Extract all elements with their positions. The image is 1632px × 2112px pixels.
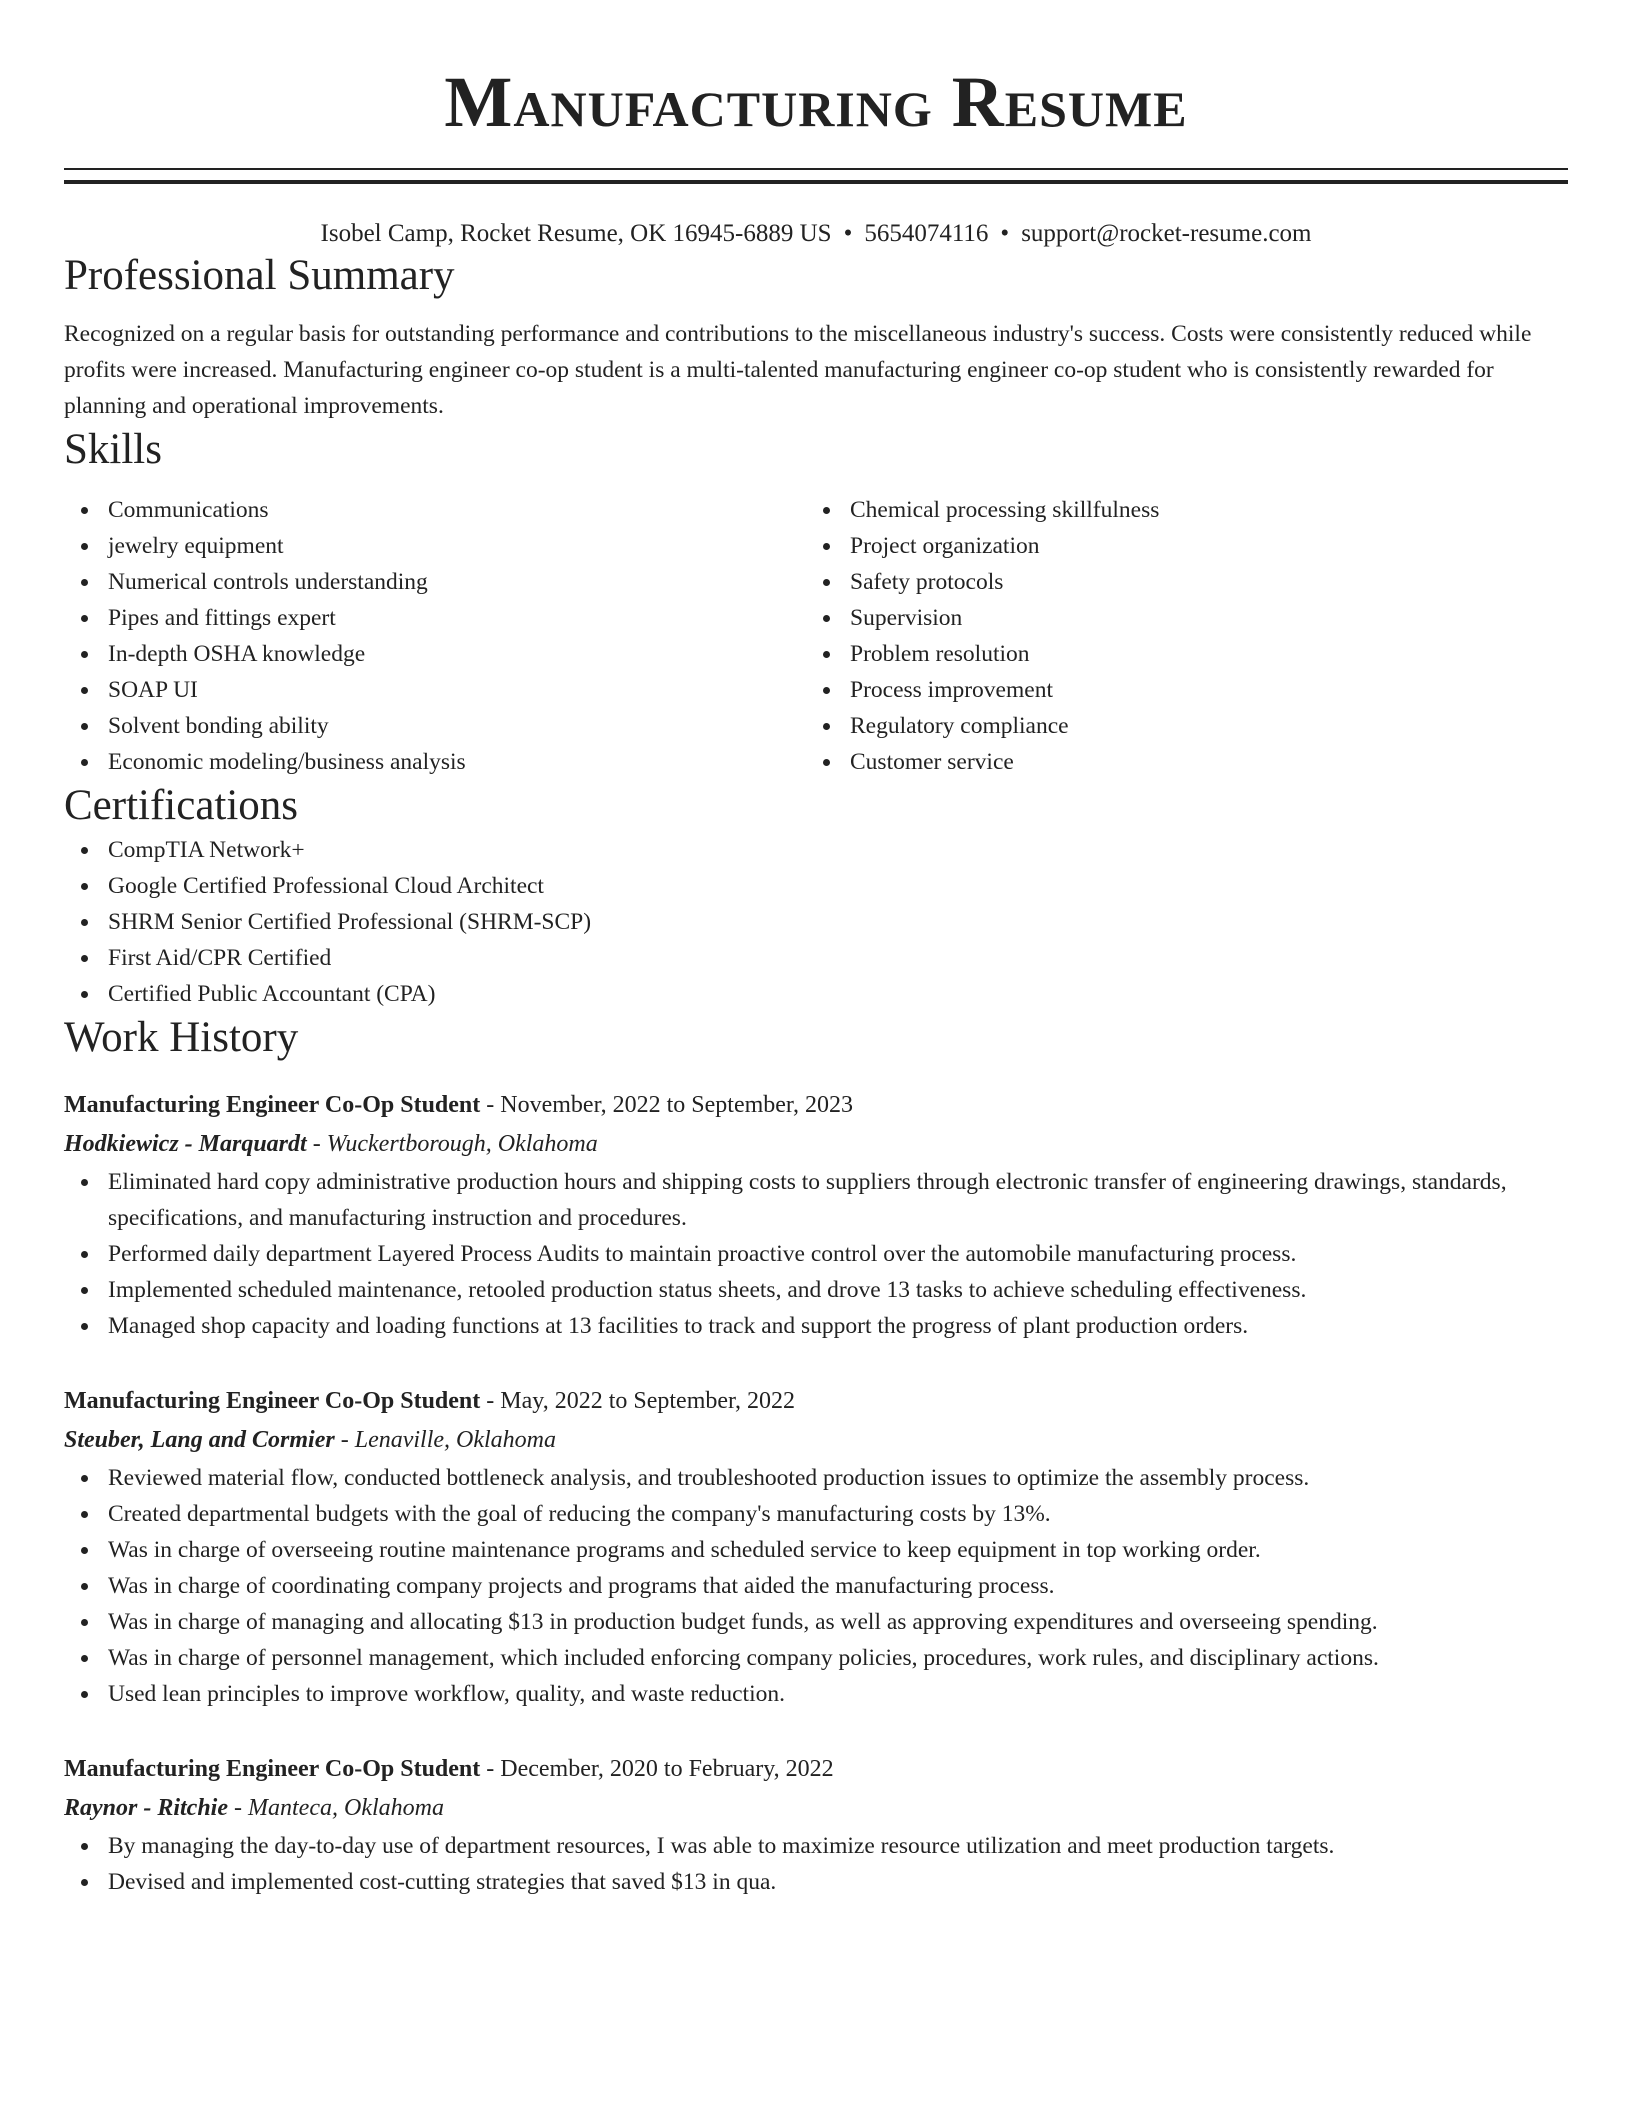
- certifications-heading: Certifications: [64, 782, 299, 829]
- job-location: Wuckertborough, Oklahoma: [326, 1131, 598, 1157]
- title-divider: [64, 168, 1568, 184]
- job-header: [64, 1382, 1568, 1420]
- job-entry: [64, 1750, 1568, 1900]
- job-duty: Was in charge of coordinating company projects and programs that aided the manufacturing process.: [64, 1568, 1568, 1604]
- skills-list-right: [806, 492, 1548, 780]
- skill-item: Economic modeling/business analysis: [64, 744, 806, 780]
- contact-address: Isobel Camp, Rocket Resume, OK 16945-6889 US: [320, 220, 832, 247]
- job-duty: Eliminated hard copy administrative production hours and shipping costs to suppliers through electronic transfer of engineering drawings, standards, specifications, and manufacturing instruction and procedures.: [64, 1164, 1568, 1236]
- skills-list-left: [64, 492, 806, 780]
- job-dates: May, 2022 to September, 2022: [500, 1388, 796, 1414]
- job-title: Manufacturing Engineer Co-Op Student: [64, 1388, 481, 1414]
- job-company: Raynor - Ritchie: [64, 1795, 229, 1821]
- skills-heading: Skills: [64, 426, 162, 473]
- skill-item: Safety protocols: [806, 564, 1548, 600]
- certification-item: CompTIA Network+: [64, 832, 1568, 868]
- skill-item: Communications: [64, 492, 806, 528]
- certification-item: First Aid/CPR Certified: [64, 940, 1568, 976]
- resume-title: Manufacturing Resume: [444, 62, 1188, 142]
- dash-separator: -: [480, 1092, 501, 1118]
- job-duties-list: [64, 1828, 1568, 1900]
- job-duty: Implemented scheduled maintenance, retooled production status sheets, and drove 13 tasks to achieve scheduling effectiveness.: [64, 1272, 1568, 1308]
- skills-column-left: [64, 492, 806, 780]
- contact-separator: •: [843, 220, 853, 247]
- job-employer: [64, 1788, 1568, 1828]
- job-duty: Created departmental budgets with the goal of reducing the company's manufacturing costs by 13%.: [64, 1496, 1568, 1532]
- job-duties-list: [64, 1164, 1568, 1344]
- job-employer: [64, 1124, 1568, 1164]
- skill-item: Supervision: [806, 600, 1548, 636]
- skill-item: SOAP UI: [64, 672, 806, 708]
- job-duty: Performed daily department Layered Process Audits to maintain proactive control over the automobile manufacturing process.: [64, 1236, 1568, 1272]
- skill-item: Project organization: [806, 528, 1548, 564]
- job-dates: November, 2022 to September, 2023: [500, 1092, 853, 1118]
- contact-line: [64, 218, 1568, 250]
- job-duty: Reviewed material flow, conducted bottleneck analysis, and troubleshooted production issues to optimize the assembly process.: [64, 1460, 1568, 1496]
- job-duty: Was in charge of managing and allocating $13 in production budget funds, as well as approving expenditures and overseeing spending.: [64, 1604, 1568, 1640]
- dash-separator: -: [480, 1388, 501, 1414]
- certification-item: Certified Public Accountant (CPA): [64, 976, 1568, 1012]
- skills-columns: [64, 492, 1568, 780]
- job-dates: December, 2020 to February, 2022: [500, 1756, 834, 1782]
- skill-item: Regulatory compliance: [806, 708, 1548, 744]
- dash-separator: -: [480, 1756, 501, 1782]
- job-title: Manufacturing Engineer Co-Op Student: [64, 1756, 481, 1782]
- skill-item: Process improvement: [806, 672, 1548, 708]
- contact-separator: •: [1000, 220, 1010, 247]
- job-entry: [64, 1086, 1568, 1344]
- summary-heading: Professional Summary: [64, 252, 455, 299]
- skill-item: Numerical controls understanding: [64, 564, 806, 600]
- skills-column-right: [806, 492, 1548, 780]
- job-duty: Managed shop capacity and loading functions at 13 facilities to track and support the progress of plant production orders.: [64, 1308, 1568, 1344]
- job-company: Hodkiewicz - Marquardt: [64, 1131, 307, 1157]
- skill-item: Chemical processing skillfulness: [806, 492, 1548, 528]
- job-duties-list: [64, 1460, 1568, 1712]
- dash-separator: -: [306, 1131, 327, 1157]
- skill-item: Pipes and fittings expert: [64, 600, 806, 636]
- job-duty: Devised and implemented cost-cutting strategies that saved $13 in qua.: [64, 1864, 1568, 1900]
- job-header: [64, 1086, 1568, 1124]
- job-duty: Was in charge of overseeing routine maintenance programs and scheduled service to keep equipment in top working order.: [64, 1532, 1568, 1568]
- job-employer: [64, 1420, 1568, 1460]
- job-entry: [64, 1382, 1568, 1712]
- work-history-heading: Work History: [64, 1014, 299, 1061]
- job-header: [64, 1750, 1568, 1788]
- certification-item: Google Certified Professional Cloud Architect: [64, 868, 1568, 904]
- certification-item: SHRM Senior Certified Professional (SHRM-SCP): [64, 904, 1568, 940]
- skill-item: Customer service: [806, 744, 1548, 780]
- job-duty: Used lean principles to improve workflow, quality, and waste reduction.: [64, 1676, 1568, 1712]
- job-duty: By managing the day-to-day use of department resources, I was able to maximize resource utilization and meet production targets.: [64, 1828, 1568, 1864]
- contact-email[interactable]: support@rocket-resume.com: [1021, 220, 1312, 247]
- job-location: Manteca, Oklahoma: [248, 1795, 444, 1821]
- skill-item: Problem resolution: [806, 636, 1548, 672]
- dash-separator: -: [228, 1795, 249, 1821]
- certifications-list: [64, 832, 1568, 1012]
- job-location: Lenaville, Oklahoma: [354, 1427, 557, 1453]
- skill-item: Solvent bonding ability: [64, 708, 806, 744]
- contact-phone: 5654074116: [864, 220, 989, 247]
- skill-item: jewelry equipment: [64, 528, 806, 564]
- job-duty: Was in charge of personnel management, which included enforcing company policies, procedures, work rules, and disciplinary actions.: [64, 1640, 1568, 1676]
- job-title: Manufacturing Engineer Co-Op Student: [64, 1092, 481, 1118]
- job-company: Steuber, Lang and Cormier: [64, 1427, 335, 1453]
- skill-item: In-depth OSHA knowledge: [64, 636, 806, 672]
- summary-text: Recognized on a regular basis for outstanding performance and contributions to the miscellaneous industry's success. Costs were consistently reduced while profits were increased. Manufacturing engineer co-op student is a multi-talented manufacturing engineer co-op student who is consistently rewarded for planning and operational improvements.: [64, 321, 1532, 419]
- dash-separator: -: [334, 1427, 355, 1453]
